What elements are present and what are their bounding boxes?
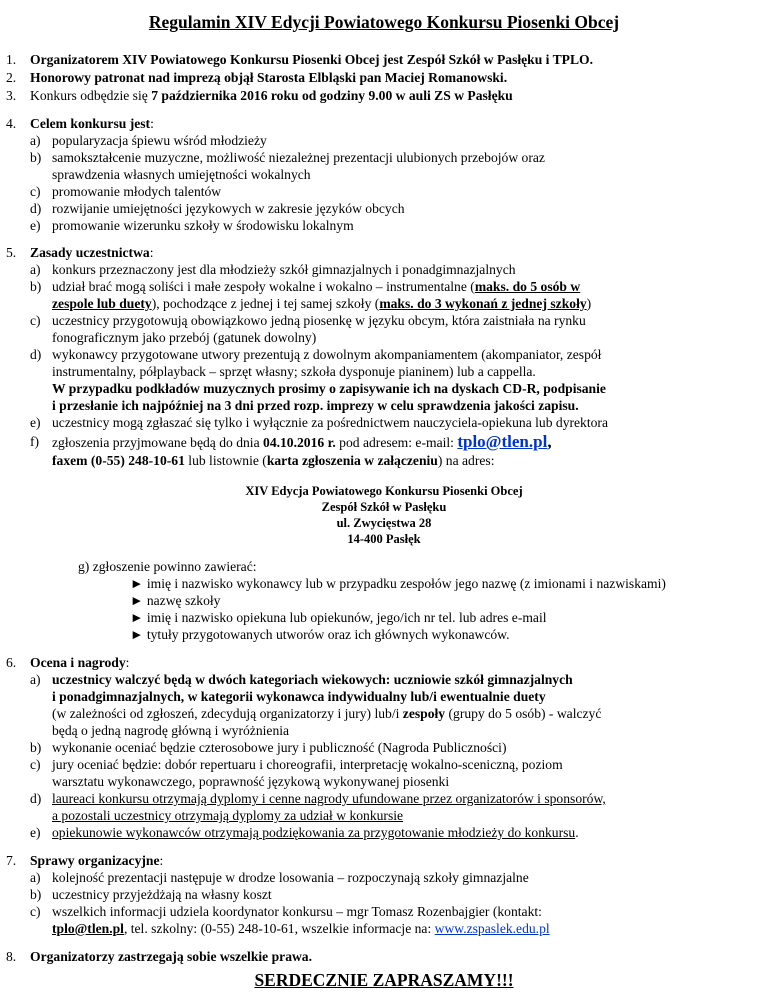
list-letter: d): [30, 347, 42, 362]
address-line: XIV Edycja Powiatowego Konkursu Piosenki Obcej: [245, 484, 523, 498]
list-text: [52, 453, 494, 469]
list-text: kolejność prezentacji następuje w drodze losowania – rozpoczynają szkoły gimnazjalne: [52, 870, 529, 885]
list-text-underlined: opiekunowie wykonawców otrzymają podziękowania za przygotowanie młodzieży do konkursu: [52, 825, 576, 840]
list-text-plain: (grupy do 5 osób) - walczyć: [445, 706, 602, 721]
list-letter: e): [30, 218, 41, 233]
section-number: 5.: [6, 245, 17, 260]
section-number: 4.: [6, 116, 17, 131]
address-line: ul. Zwycięstwa 28: [336, 516, 432, 530]
list-text: g) zgłoszenie powinno zawierać:: [78, 559, 257, 574]
bullet-text: ► tytuły przygotowanych utworów oraz ich głównych wykonawców.: [130, 627, 510, 642]
section-number: 6.: [6, 655, 17, 670]
section-title-colon: :: [125, 655, 130, 670]
list-text: konkurs przeznaczony jest dla młodzieży szkół gimnazjalnych i ponadgimnazjalnych: [52, 262, 516, 277]
list-text-emphasis: maks. do 5 osób w: [474, 279, 581, 294]
list-text-underlined: laureaci konkursu otrzymają dyplomy i cenne nagrody ufundowane przez organizatorów i sponsorów,: [52, 791, 606, 806]
list-text: [52, 921, 550, 937]
list-text-plain: , tel. szkolny: (0-55) 248-10-61, wszelkie informacje na:: [123, 921, 435, 936]
section-title: [30, 245, 153, 261]
list-text: warsztatu wykonawczego, poprawność językową wykonywanej piosenki: [52, 774, 450, 789]
list-text-bold: W przypadku podkładów muzycznych prosimy o zapisywanie ich na dyskach CD-R, podpisanie: [52, 381, 606, 396]
list-letter: d): [30, 201, 42, 216]
list-text-underlined: a pozostali uczestnicy otrzymają dyplomy za udział w konkursie: [52, 808, 404, 823]
section-title-text: Sprawy organizacyjne: [30, 853, 160, 868]
bullet-text: ► imię i nazwisko wykonawcy lub w przypadku zespołów jego nazwę (z imionami i nazwiskami): [130, 576, 666, 591]
list-text-plain: (w zależności od zgłoszeń, zdecydują organizatorzy i jury) lub/i: [52, 706, 403, 721]
section-title: [30, 116, 154, 132]
section-title-colon: :: [149, 245, 154, 260]
list-letter: e): [30, 415, 41, 430]
address-line: 14-400 Pasłęk: [347, 532, 421, 546]
fax-number: faxem (0-55) 248-10-61: [52, 453, 185, 468]
list-text: [52, 434, 552, 451]
list-text: [52, 825, 579, 841]
section-title-text: Ocena i nagrody: [30, 655, 126, 670]
rule-text-bold: 7 października 2016 roku od godziny 9.00 w auli ZS w Pasłęku: [151, 88, 513, 103]
bullet-text: ► imię i nazwisko opiekuna lub opiekunów, jego/ich nr tel. lub adres e-mail: [130, 610, 547, 625]
list-text-plain: lub listownie (: [184, 453, 267, 468]
rule-text: [30, 88, 513, 104]
bullet-text: ► nazwę szkoły: [130, 593, 221, 608]
rule-text-plain: Konkurs odbędzie się: [30, 88, 152, 103]
list-letter: b): [30, 150, 42, 165]
section-number: 8.: [6, 949, 17, 964]
list-text-bold: karta zgłoszenia w załączeniu: [266, 453, 438, 468]
list-letter: b): [30, 887, 42, 902]
list-text: popularyzacja śpiewu wśród młodzieży: [52, 133, 267, 148]
list-text-bold: i przesłanie ich najpóźniej na 3 dni przed rozp. imprezy w celu sprawdzenia jakości zapisu.: [52, 398, 579, 413]
list-text-plain: .: [575, 825, 579, 840]
section-title-text: Zasady uczestnictwa: [30, 245, 150, 260]
email-link[interactable]: tplo@tlen.pl: [457, 432, 548, 451]
list-text: uczestnicy mogą zgłaszać się tylko i wyłącznie za pośrednictwem nauczyciela-opiekuna lub dyrektora: [52, 415, 608, 430]
list-letter: e): [30, 825, 41, 840]
document-title: Regulamin XIV Edycji Powiatowego Konkursu Piosenki Obcej: [148, 12, 620, 32]
list-letter: b): [30, 740, 42, 755]
section-title-colon: :: [150, 116, 154, 131]
list-text: promowanie młodych talentów: [52, 184, 222, 199]
list-letter: c): [30, 313, 41, 328]
closing-invitation: SERDECZNIE ZAPRASZAMY!!!: [254, 970, 514, 990]
list-letter: c): [30, 184, 41, 199]
list-text-plain: udział brać mogą soliści i małe zespoły wokalne i wokalno – instrumentalne (: [52, 279, 475, 294]
deadline-date: 04.10.2016 r.: [263, 435, 336, 450]
list-text-bold: zespoły: [402, 706, 446, 721]
section-title-colon: :: [159, 853, 164, 868]
list-letter: f): [30, 434, 40, 449]
list-text: samokształcenie muzyczne, możliwość niezależnej prezentacji ulubionych przebojów oraz: [52, 150, 545, 165]
list-text: rozwijanie umiejętności językowych w zakresie języków obcych: [52, 201, 405, 216]
list-text-emphasis: maks. do 3 wykonań z jednej szkoły: [379, 296, 587, 311]
list-text-plain: ): [586, 296, 592, 311]
list-text-emphasis: zespole lub duety: [52, 296, 152, 311]
section-title-text: Celem konkursu jest: [30, 116, 151, 131]
list-text: promowanie wizerunku szkoły w środowisku lokalnym: [52, 218, 354, 233]
list-text-plain: zgłoszenia przyjmowane będą do dnia: [52, 435, 264, 450]
list-text: jury oceniać będzie: dobór repertuaru i choreografii, interpretację wokalno-sceniczną, poziom: [52, 757, 563, 772]
list-letter: d): [30, 791, 42, 806]
rule-number: 2.: [6, 70, 17, 85]
email-link[interactable]: tplo@tlen.pl: [52, 921, 124, 936]
list-letter: c): [30, 757, 41, 772]
rule-text: Organizatorem XIV Powiatowego Konkursu Piosenki Obcej jest Zespół Szkół w Pasłęku i TPLO.: [30, 52, 594, 67]
website-link[interactable]: www.zspaslek.edu.pl: [434, 921, 550, 936]
section-title: [30, 655, 129, 671]
list-text: [52, 296, 591, 312]
address-line: Zespół Szkół w Pasłęku: [321, 500, 447, 514]
rule-text: Organizatorzy zastrzegają sobie wszelkie prawa.: [30, 949, 312, 964]
list-text-plain: ) na adres:: [437, 453, 495, 468]
list-text: uczestnicy przyjeżdżają na własny koszt: [52, 887, 272, 902]
list-text-bold: i ponadgimnazjalnych, w kategorii wykonawca indywidualny lub/i ewentualnie duety: [52, 689, 546, 704]
list-text-plain: ), pochodzące z jednej i tej samej szkoły (: [151, 296, 380, 311]
list-text: uczestnicy przygotowują obowiązkowo jedną piosenkę w języku obcym, która zaistniała na rynku: [52, 313, 586, 328]
list-letter: a): [30, 133, 41, 148]
list-text: [52, 279, 580, 295]
list-letter: a): [30, 262, 41, 277]
list-text: będą o jedną nagrodę główną i wyróżnienia: [52, 723, 290, 738]
rule-number: 1.: [6, 52, 17, 67]
list-text-plain: ,: [547, 432, 552, 451]
list-text: wszelkich informacji udziela koordynator konkursu – mgr Tomasz Rozenbajgier (kontakt:: [52, 904, 542, 919]
list-text-bold: uczestnicy walczyć będą w dwóch kategoriach wiekowych: uczniowie szkół gimnazjalnych: [52, 672, 573, 687]
rule-number: 3.: [6, 88, 17, 103]
section-title: [30, 853, 163, 869]
list-letter: b): [30, 279, 42, 294]
list-letter: c): [30, 904, 41, 919]
list-letter: a): [30, 672, 41, 687]
list-letter: a): [30, 870, 41, 885]
list-text: sprawdzenia własnych umiejętności wokalnych: [52, 167, 311, 182]
section-number: 7.: [6, 853, 17, 868]
list-text: instrumentalny, półplayback – sprzęt własny; szkoła dysponuje pianinem) lub a cappella.: [52, 364, 536, 379]
list-text: [52, 706, 601, 722]
list-text-plain: pod adresem: e-mail:: [335, 435, 458, 450]
list-text: wykonawcy przygotowane utwory prezentują z dowolnym akompaniamentem (akompaniator, zespół: [52, 347, 602, 362]
list-text: fonograficznym jako przebój (gatunek dowolny): [52, 330, 317, 345]
list-text: wykonanie oceniać będzie czterosobowe jury i publiczność (Nagroda Publiczności): [52, 740, 507, 755]
rule-text: Honorowy patronat nad imprezą objął Starosta Elbląski pan Maciej Romanowski.: [30, 70, 508, 85]
